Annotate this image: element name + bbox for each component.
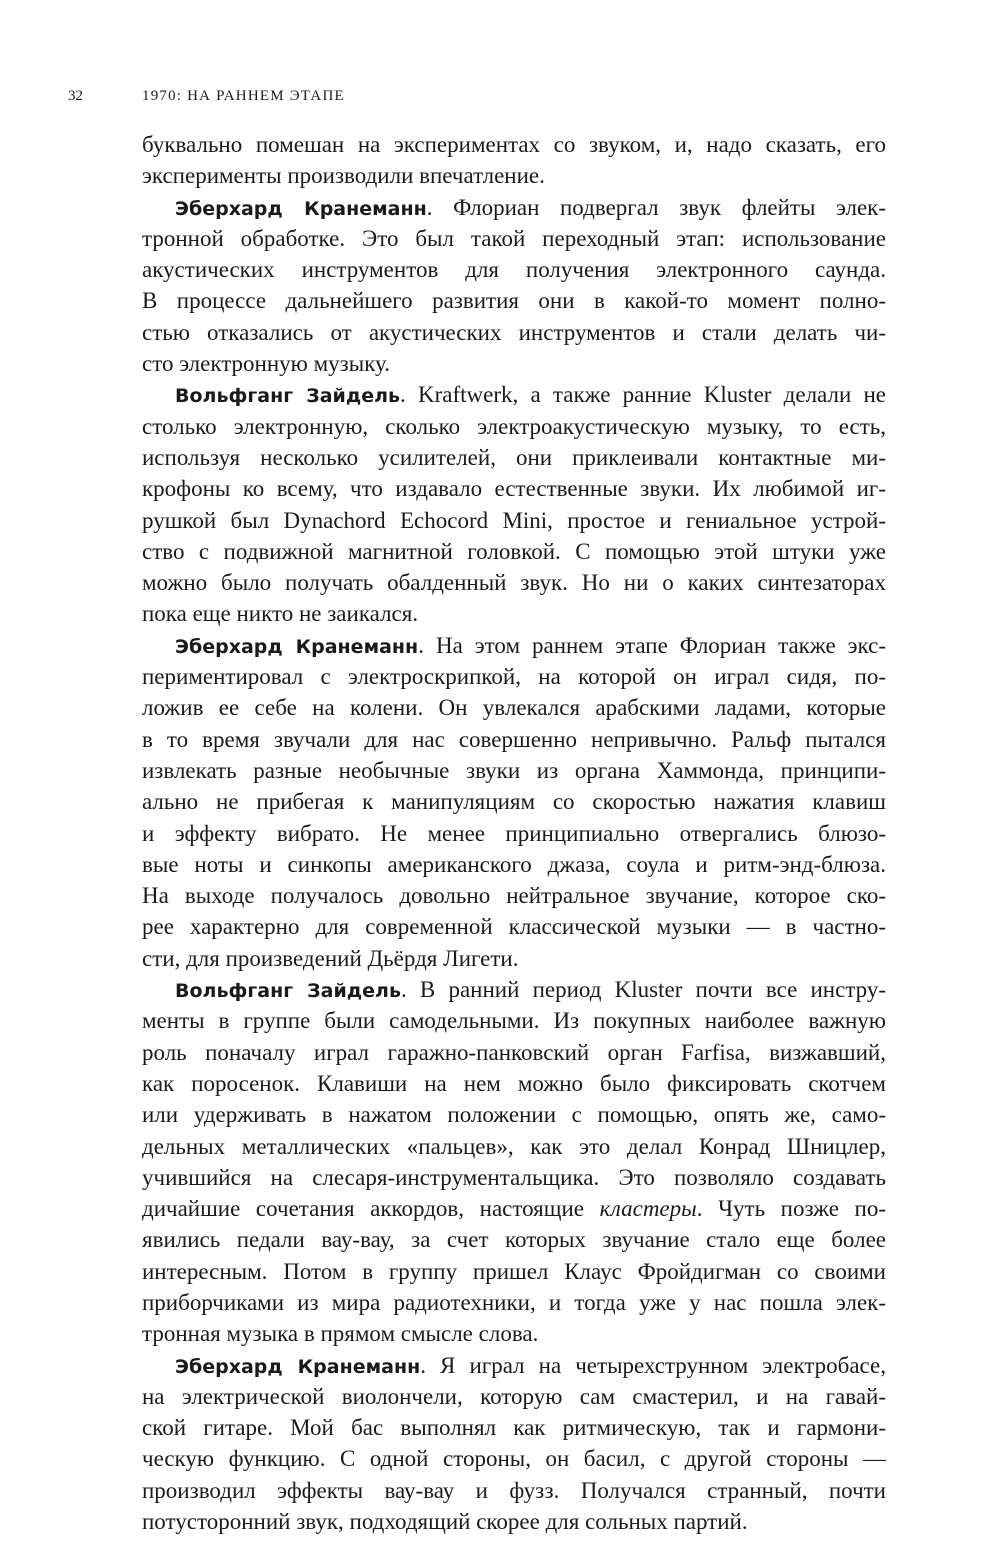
text-segment: менты в группе были самодельными. Из покупных наиболее важную xyxy=(142,1008,886,1034)
text-line xyxy=(142,160,886,191)
text-segment: . Kraftwerk, а также ранние Kluster делали не xyxy=(400,382,886,408)
text-line xyxy=(142,1162,886,1193)
text-segment: тронной обработке. Это был такой переходный этап: использование xyxy=(142,225,886,251)
paragraph xyxy=(142,129,886,192)
text-line xyxy=(142,1256,886,1287)
text-line xyxy=(142,473,886,504)
speaker-name: Эберхард Кранеманн xyxy=(175,197,427,220)
text-line xyxy=(142,630,886,661)
text-segment: производил эффекты вау-вау и фузз. Получался странный, почти xyxy=(142,1477,886,1503)
text-segment: приборчиками из мира радиотехники, и тогда уже у нас пошла элек- xyxy=(142,1289,886,1315)
text-segment: . Я играл на четырехструнном электробасе, xyxy=(420,1352,886,1378)
page-number: 32 xyxy=(68,88,83,104)
text-segment: можно было получать обалденный звук. Но ни о каких синтезаторах xyxy=(142,570,886,596)
text-segment: . На этом раннем этапе Флориан также экс- xyxy=(418,632,886,658)
text-segment: ально не прибегая к манипуляциям со скоростью нажатия клавиш xyxy=(142,789,886,815)
speaker-paragraph xyxy=(142,379,886,629)
text-line xyxy=(142,661,886,692)
speaker-paragraph xyxy=(142,1350,886,1538)
text-segment: На выходе получалось довольно нейтральное звучание, которое ско- xyxy=(142,883,886,909)
text-line xyxy=(142,1068,886,1099)
text-segment: пока еще никто не заикался. xyxy=(142,601,419,627)
text-segment: дичайшие сочетания аккордов, настоящие xyxy=(142,1196,600,1222)
text-segment: извлекать разные необычные звуки из органа Хаммонда, принципи- xyxy=(142,757,886,783)
speaker-paragraph xyxy=(142,974,886,1350)
text-line xyxy=(142,943,886,974)
text-line xyxy=(142,818,886,849)
speaker-name: Эберхард Кранеманн xyxy=(175,1355,421,1378)
text-line xyxy=(142,911,886,942)
text-segment: как поросенок. Клавиши на нем можно было фиксировать скотчем xyxy=(142,1070,886,1096)
text-line xyxy=(142,1350,886,1381)
text-line xyxy=(142,1506,886,1537)
speaker-paragraph xyxy=(142,630,886,974)
text-segment: эксперименты производили впечатление. xyxy=(142,163,545,189)
text-segment: ской гитаре. Мой бас выполнял как ритмическую, так и гармони- xyxy=(142,1415,886,1441)
text-line xyxy=(142,1381,886,1412)
text-line xyxy=(142,129,886,160)
text-segment: учившийся на слесаря-инструментальщика. Это позволяло создавать xyxy=(142,1164,886,1190)
text-line xyxy=(142,1287,886,1318)
text-segment: . Флориан подвергал звук флейты элек- xyxy=(426,194,886,220)
text-line xyxy=(142,1224,886,1255)
text-line xyxy=(142,567,886,598)
text-line xyxy=(142,849,886,880)
text-line xyxy=(142,1193,886,1224)
text-segment: . Чуть позже по- xyxy=(696,1196,886,1222)
text-line xyxy=(142,1443,886,1474)
text-segment: периментировал с электроскрипкой, на которой он играл сидя, по- xyxy=(142,664,886,690)
text-segment: на электрической виолончели, которую сам смастерил, и на гавай- xyxy=(142,1383,886,1409)
text-line xyxy=(142,505,886,536)
text-segment: в то время звучали для нас совершенно непривычно. Ральф пытался xyxy=(142,726,886,752)
text-segment: столько электронную, сколько электроакустическую музыку, то есть, xyxy=(142,413,886,439)
text-segment: стью отказались от акустических инструментов и стали делать чи- xyxy=(142,319,886,345)
speaker-paragraph xyxy=(142,192,886,380)
text-segment: крофоны ко всему, что издавало естественные звуки. Их любимой иг- xyxy=(142,476,886,502)
text-segment: ческую функцию. С одной стороны, он басил, с другой стороны — xyxy=(142,1446,886,1472)
italic-term: кластеры xyxy=(599,1196,697,1222)
text-line xyxy=(142,1005,886,1036)
text-line xyxy=(142,974,886,1005)
text-segment: ложив ее себе на колени. Он увлекался арабскими ладами, которые xyxy=(142,695,886,721)
text-line xyxy=(142,536,886,567)
text-line xyxy=(142,192,886,223)
text-line xyxy=(142,411,886,442)
text-line xyxy=(142,1131,886,1162)
text-segment: В процессе дальнейшего развития они в какой-то момент полно- xyxy=(142,288,886,314)
text-line xyxy=(142,379,886,410)
text-line xyxy=(142,755,886,786)
text-line xyxy=(142,254,886,285)
text-line xyxy=(142,880,886,911)
text-segment: сти, для произведений Дьёрдя Лигети. xyxy=(142,945,519,971)
text-line xyxy=(142,442,886,473)
text-segment: буквально помешан на экспериментах со звуком, и, надо сказать, его xyxy=(142,132,886,157)
speaker-name: Вольфганг Зайдель xyxy=(175,980,401,1003)
text-line xyxy=(142,223,886,254)
text-segment: ство с подвижной магнитной головкой. С помощью этой штуки уже xyxy=(142,538,886,564)
text-segment: сто электронную музыку. xyxy=(142,351,390,377)
text-segment: рее характерно для современной классической музыки — в частно- xyxy=(142,914,886,940)
text-line xyxy=(142,1475,886,1506)
body-text xyxy=(142,129,886,1537)
text-segment: потусторонний звук, подходящий скорее для сольных партий. xyxy=(142,1509,748,1535)
text-segment: акустических инструментов для получения электронного саунда. xyxy=(142,257,886,283)
text-line xyxy=(142,317,886,348)
text-segment: явились педали вау-вау, за счет которых звучание стало еще более xyxy=(142,1227,886,1253)
text-line xyxy=(142,1318,886,1349)
text-line xyxy=(142,285,886,316)
text-segment: тронная музыка в прямом смысле слова. xyxy=(142,1321,539,1347)
text-segment: интересным. Потом в группу пришел Клаус Фройдигман со своими xyxy=(142,1258,886,1284)
running-title: 1970: НА РАННЕМ ЭТАПЕ xyxy=(142,88,345,104)
text-segment: вые ноты и синкопы американского джаза, соула и ритм-энд-блюза. xyxy=(142,851,886,877)
speaker-name: Эберхард Кранеманн xyxy=(175,635,419,658)
speaker-name: Вольфганг Зайдель xyxy=(175,385,401,408)
text-line xyxy=(142,786,886,817)
text-line xyxy=(142,598,886,629)
text-segment: используя несколько усилителей, они приклеивали контактные ми- xyxy=(142,444,886,470)
text-segment: роль поначалу играл гаражно-панковский орган Farfisa, визжавший, xyxy=(142,1039,886,1065)
text-line xyxy=(142,724,886,755)
text-line xyxy=(142,1099,886,1130)
text-segment: дельных металлических «пальцев», как это делал Конрад Шницлер, xyxy=(142,1133,886,1159)
text-line xyxy=(142,1037,886,1068)
text-line xyxy=(142,1412,886,1443)
text-segment: и эффекту вибрато. Не менее принципиально отвергались блюзо- xyxy=(142,820,886,846)
text-line xyxy=(142,692,886,723)
text-segment: рушкой был Dynachord Echocord Mini, простое и гениальное устрой- xyxy=(142,507,886,533)
text-line xyxy=(142,348,886,379)
text-segment: . В ранний период Kluster почти все инстру- xyxy=(400,977,886,1003)
text-segment: или удерживать в нажатом положении с помощью, опять же, само- xyxy=(142,1102,886,1128)
